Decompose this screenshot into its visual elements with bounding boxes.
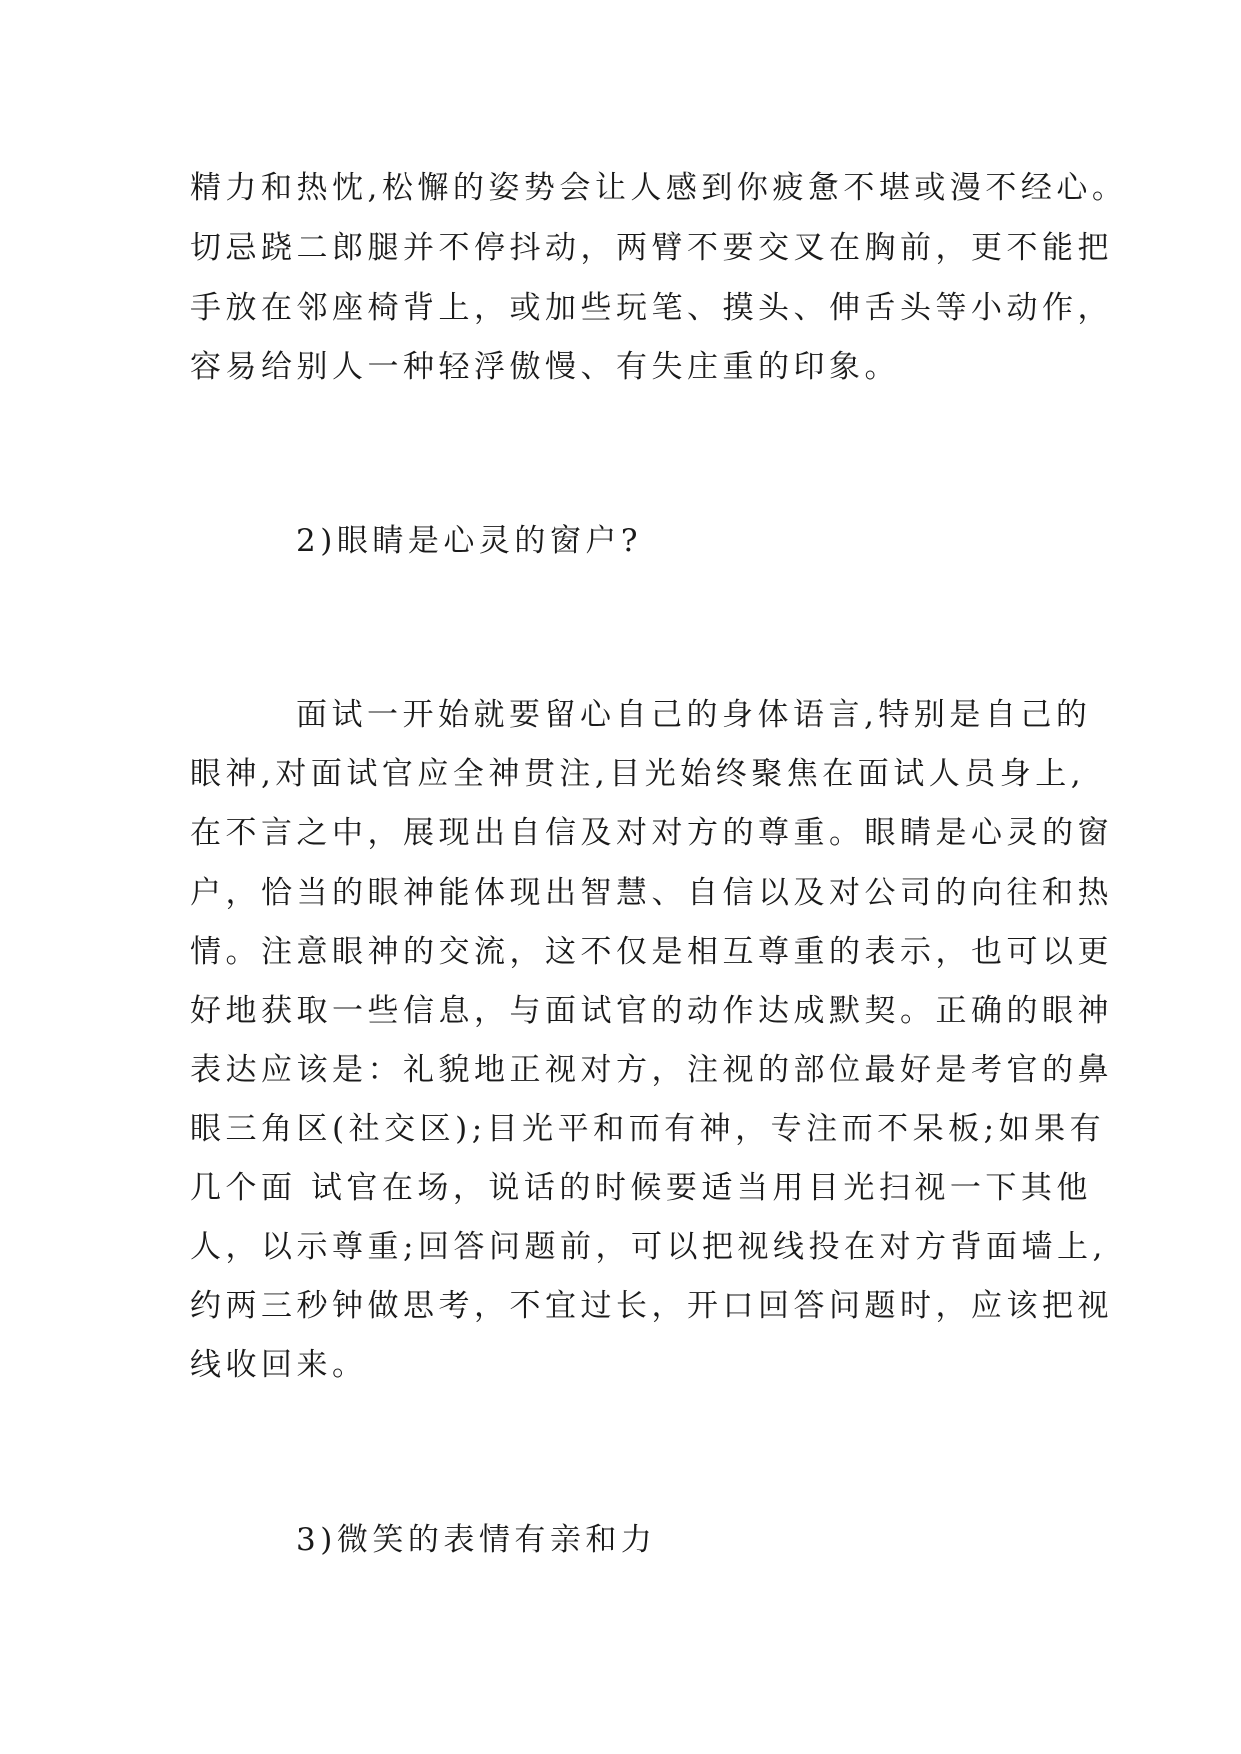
paragraph-2-line-4: 户，恰当的眼神能体现出智慧、自信以及对公司的向往和热 xyxy=(190,875,1113,911)
paragraph-2-line-1: 面试一开始就要留心自己的身体语言,特别是自己的 xyxy=(296,697,1092,733)
paragraph-1-line-3: 手放在邻座椅背上，或加些玩笔、摸头、伸舌头等小动作， xyxy=(190,290,1113,326)
paragraph-2-line-12: 线收回来。 xyxy=(190,1347,368,1383)
section-heading-2: 2)眼睛是心灵的窗户? xyxy=(296,523,642,559)
paragraph-2-line-10: 人，以示尊重;回答问题前，可以把视线投在对方背面墙上, xyxy=(190,1229,1107,1265)
paragraph-1-line-4: 容易给别人一种轻浮傲慢、有失庄重的印象。 xyxy=(190,349,900,385)
paragraph-2-line-3: 在不言之中，展现出自信及对对方的尊重。眼睛是心灵的窗 xyxy=(190,815,1113,851)
paragraph-2-line-8: 眼三角区(社交区);目光平和而有神，专注而不呆板;如果有 xyxy=(190,1111,1106,1147)
paragraph-2-line-5: 情。注意眼神的交流，这不仅是相互尊重的表示，也可以更 xyxy=(190,934,1113,970)
paragraph-2-line-6: 好地获取一些信息，与面试官的动作达成默契。正确的眼神 xyxy=(190,993,1113,1029)
paragraph-2-line-2: 眼神,对面试官应全神贯注,目光始终聚焦在面试人员身上, xyxy=(190,756,1086,792)
paragraph-2-line-7: 表达应该是：礼貌地正视对方，注视的部位最好是考官的鼻 xyxy=(190,1052,1113,1088)
paragraph-2-line-9: 几个面 试官在场，说话的时候要适当用目光扫视一下其他 xyxy=(190,1170,1092,1206)
section-heading-3: 3)微笑的表情有亲和力 xyxy=(296,1522,657,1558)
paragraph-1-line-1: 精力和热忱,松懈的姿势会让人感到你疲惫不堪或漫不经心。 xyxy=(190,170,1128,206)
paragraph-1-line-2: 切忌跷二郎腿并不停抖动，两臂不要交叉在胸前，更不能把 xyxy=(190,230,1113,266)
paragraph-2-line-11: 约两三秒钟做思考，不宜过长，开口回答问题时，应该把视 xyxy=(190,1288,1113,1324)
